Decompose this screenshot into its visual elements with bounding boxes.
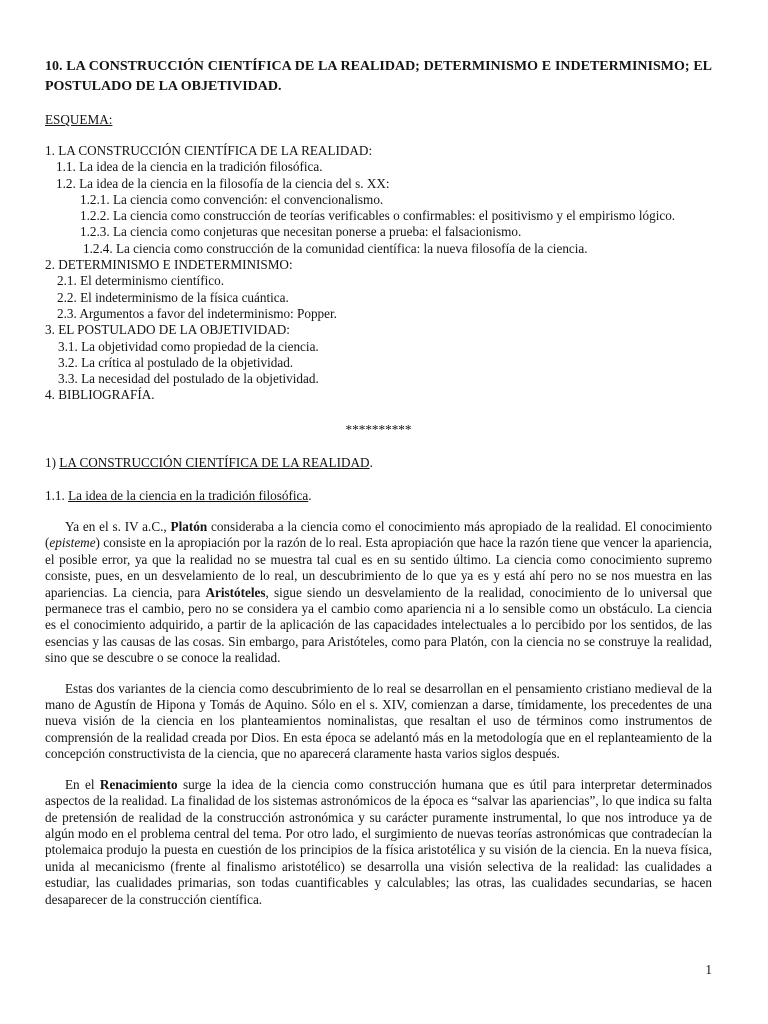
paragraph-1 <box>45 519 712 667</box>
outline-list <box>45 143 712 404</box>
page-number: 1 <box>705 962 712 977</box>
section-heading <box>45 455 712 471</box>
paragraph-text: En el <box>65 776 100 792</box>
document-body <box>45 455 712 908</box>
outline-item-1-2-2: 1.2.2. La ciencia como construcción de teorías verificables o confirmables: el positivismo y el empirismo lógico. <box>80 208 676 224</box>
subsection-title: La idea de la ciencia en la tradición filosófica <box>68 488 309 503</box>
section-separator: ********** <box>345 422 412 437</box>
document-title: 10. LA CONSTRUCCIÓN CIENTÍFICA DE LA REALIDAD; DETERMINISMO E INDETERMINISMO; EL POSTULADO DE LA OBJETIVIDAD. <box>45 59 712 94</box>
paragraph-text: , sigue siendo un desvelamiento de la realidad, conocimiento de lo universal que permanece tras el cambio, pero no se considera ya el cambio como apariencia ni a lo sensible como un obstáculo. La ciencia es el conocimiento adquirido, a partir de la aplicación de las capacidades intelectuales a lo percibido por los sentidos, de las esencias y las causas de las cosas. Sin embargo, para Aristóteles, como para Platón, con la ciencia no se construye la realidad, sino que se descubre o se conoce la realidad. <box>45 584 712 666</box>
esquema-heading <box>45 111 712 128</box>
outline-item-1-1: 1.1. La idea de la ciencia en la tradición filosófica. <box>56 159 323 175</box>
outline-item-1-2-4: 1.2.4. La ciencia como construcción de la comunidad científica: la nueva filosofía de la ciencia. <box>83 240 588 256</box>
subsection-heading <box>45 488 712 504</box>
outline-item-1-2-3: 1.2.3. La ciencia como conjeturas que necesitan ponerse a prueba: el falsacionismo. <box>80 224 522 240</box>
outline-item-3-2: 3.2. La crítica al postulado de la objetividad. <box>58 354 294 370</box>
paragraph-text: ) consiste en la apropiación por la razón de lo real. Esta apropiación que hace la razón tiene que vencer la apariencia, el posible error, ya que la realidad no se muestra tal cual es en su sentido último. La ciencia como conocimiento supremo consiste, pues, en un desvelamiento de lo real, un descubrimiento de lo que ya es y está ahí pero no se nos muestra en las apariencias. La ciencia, para <box>45 535 712 600</box>
outline-item-3-3: 3.3. La necesidad del postulado de la objetividad. <box>58 371 319 387</box>
paragraph-2: Estas dos variantes de la ciencia como descubrimiento de lo real se desarrollan en el pensamiento cristiano medieval de la mano de Agustín de Hipona y Tomás de Aquino. Sólo en el s. XIV, comienzan a darse, tímidamente, los precedentes de una nueva visión de la ciencia en los planteamientos nominalistas, que resaltan el uso de términos como instrumentos de comprensión de la realidad creada por Dios. En esta época se adelantó más en la metodología que en el replanteamiento de la concepción constructivista de la ciencia, que no aparecerá claramente hasta varios siglos después. <box>45 680 712 762</box>
bold-name-platon: Platón <box>170 519 208 534</box>
section-title-end: . <box>369 455 373 470</box>
paragraph-text: Ya en el s. IV a.C., <box>65 519 171 534</box>
section-title: LA CONSTRUCCIÓN CIENTÍFICA DE LA REALIDAD <box>59 455 370 470</box>
outline-item-2-3: 2.3. Argumentos a favor del indeterminismo: Popper. <box>57 305 337 321</box>
outline-item-2-2: 2.2. El indeterminismo de la física cuántica. <box>57 289 289 305</box>
paragraph-text: surge la idea de la ciencia como construcción humana que es útil para interpretar determinados aspectos de la realidad. La finalidad de los sistemas astronómicos de la época es “salvar las apariencias”, lo que indica su falta de pretensión de realidad de la construcción astronómica y su carácter puramente instrumental, lo que nos introduce ya de algún modo en el problema central del tema. Por otro lado, el surgimiento de nuevas teorías astronómicas que contradecían la ptolemaica produjo la puesta en cuestión de los principios de la física aristotélica y su visión de la ciencia. En la nueva física, unida al mecanicismo (frente al finalismo aristotélico) se desarrolla una visión selectiva de la realidad: las cualidades a estudiar, las cualidades primarias, son todas cuantificables y calculables; las otras, las cualidades secundarias, se hacen desaparecer de la construcción científica. <box>45 776 712 907</box>
bold-name-aristoteles: Aristóteles <box>205 584 266 600</box>
paragraph-3 <box>45 777 712 908</box>
esquema-label: ESQUEMA: <box>45 112 113 127</box>
outline-item-1-2-1: 1.2.1. La ciencia como convención: el convencionalismo. <box>80 191 384 207</box>
outline-item-1-2: 1.2. La idea de la ciencia en la filosofía de la ciencia del s. XX: <box>56 175 390 191</box>
subsection-title-end: . <box>308 488 312 503</box>
bold-term-renacimiento: Renacimiento <box>99 776 178 792</box>
outline-item-2-1: 2.1. El determinismo científico. <box>57 273 225 289</box>
subsection-number: 1.1. <box>45 488 69 503</box>
outline-item-4: 4. BIBLIOGRAFÍA. <box>45 387 155 403</box>
italic-term-episteme: episteme <box>49 535 96 551</box>
outline-item-3: 3. EL POSTULADO DE LA OBJETIVIDAD: <box>45 322 290 338</box>
outline-item-1: 1. LA CONSTRUCCIÓN CIENTÍFICA DE LA REALIDAD: <box>45 143 373 158</box>
outline-item-2: 2. DETERMINISMO E INDETERMINISMO: <box>45 257 293 273</box>
paragraph-text: consideraba a la ciencia como el conocimiento más apropiado de la realidad. El conocimiento ( <box>45 519 712 551</box>
outline-item-3-1: 3.1. La objetividad como propiedad de la ciencia. <box>58 338 319 354</box>
section-number: 1) <box>45 455 60 470</box>
